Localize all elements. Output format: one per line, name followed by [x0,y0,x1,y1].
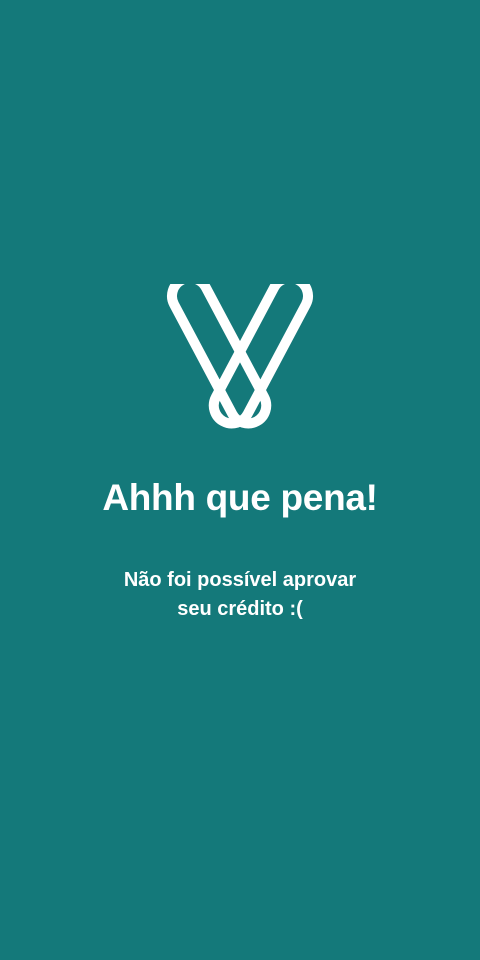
v-logo-icon [160,284,320,444]
error-message-line-2: seu crédito :( [177,598,303,620]
error-message-line-1: Não foi possível aprovar [123,569,357,591]
error-message [90,566,390,624]
page-title: Ahhh que pena! [102,477,378,518]
